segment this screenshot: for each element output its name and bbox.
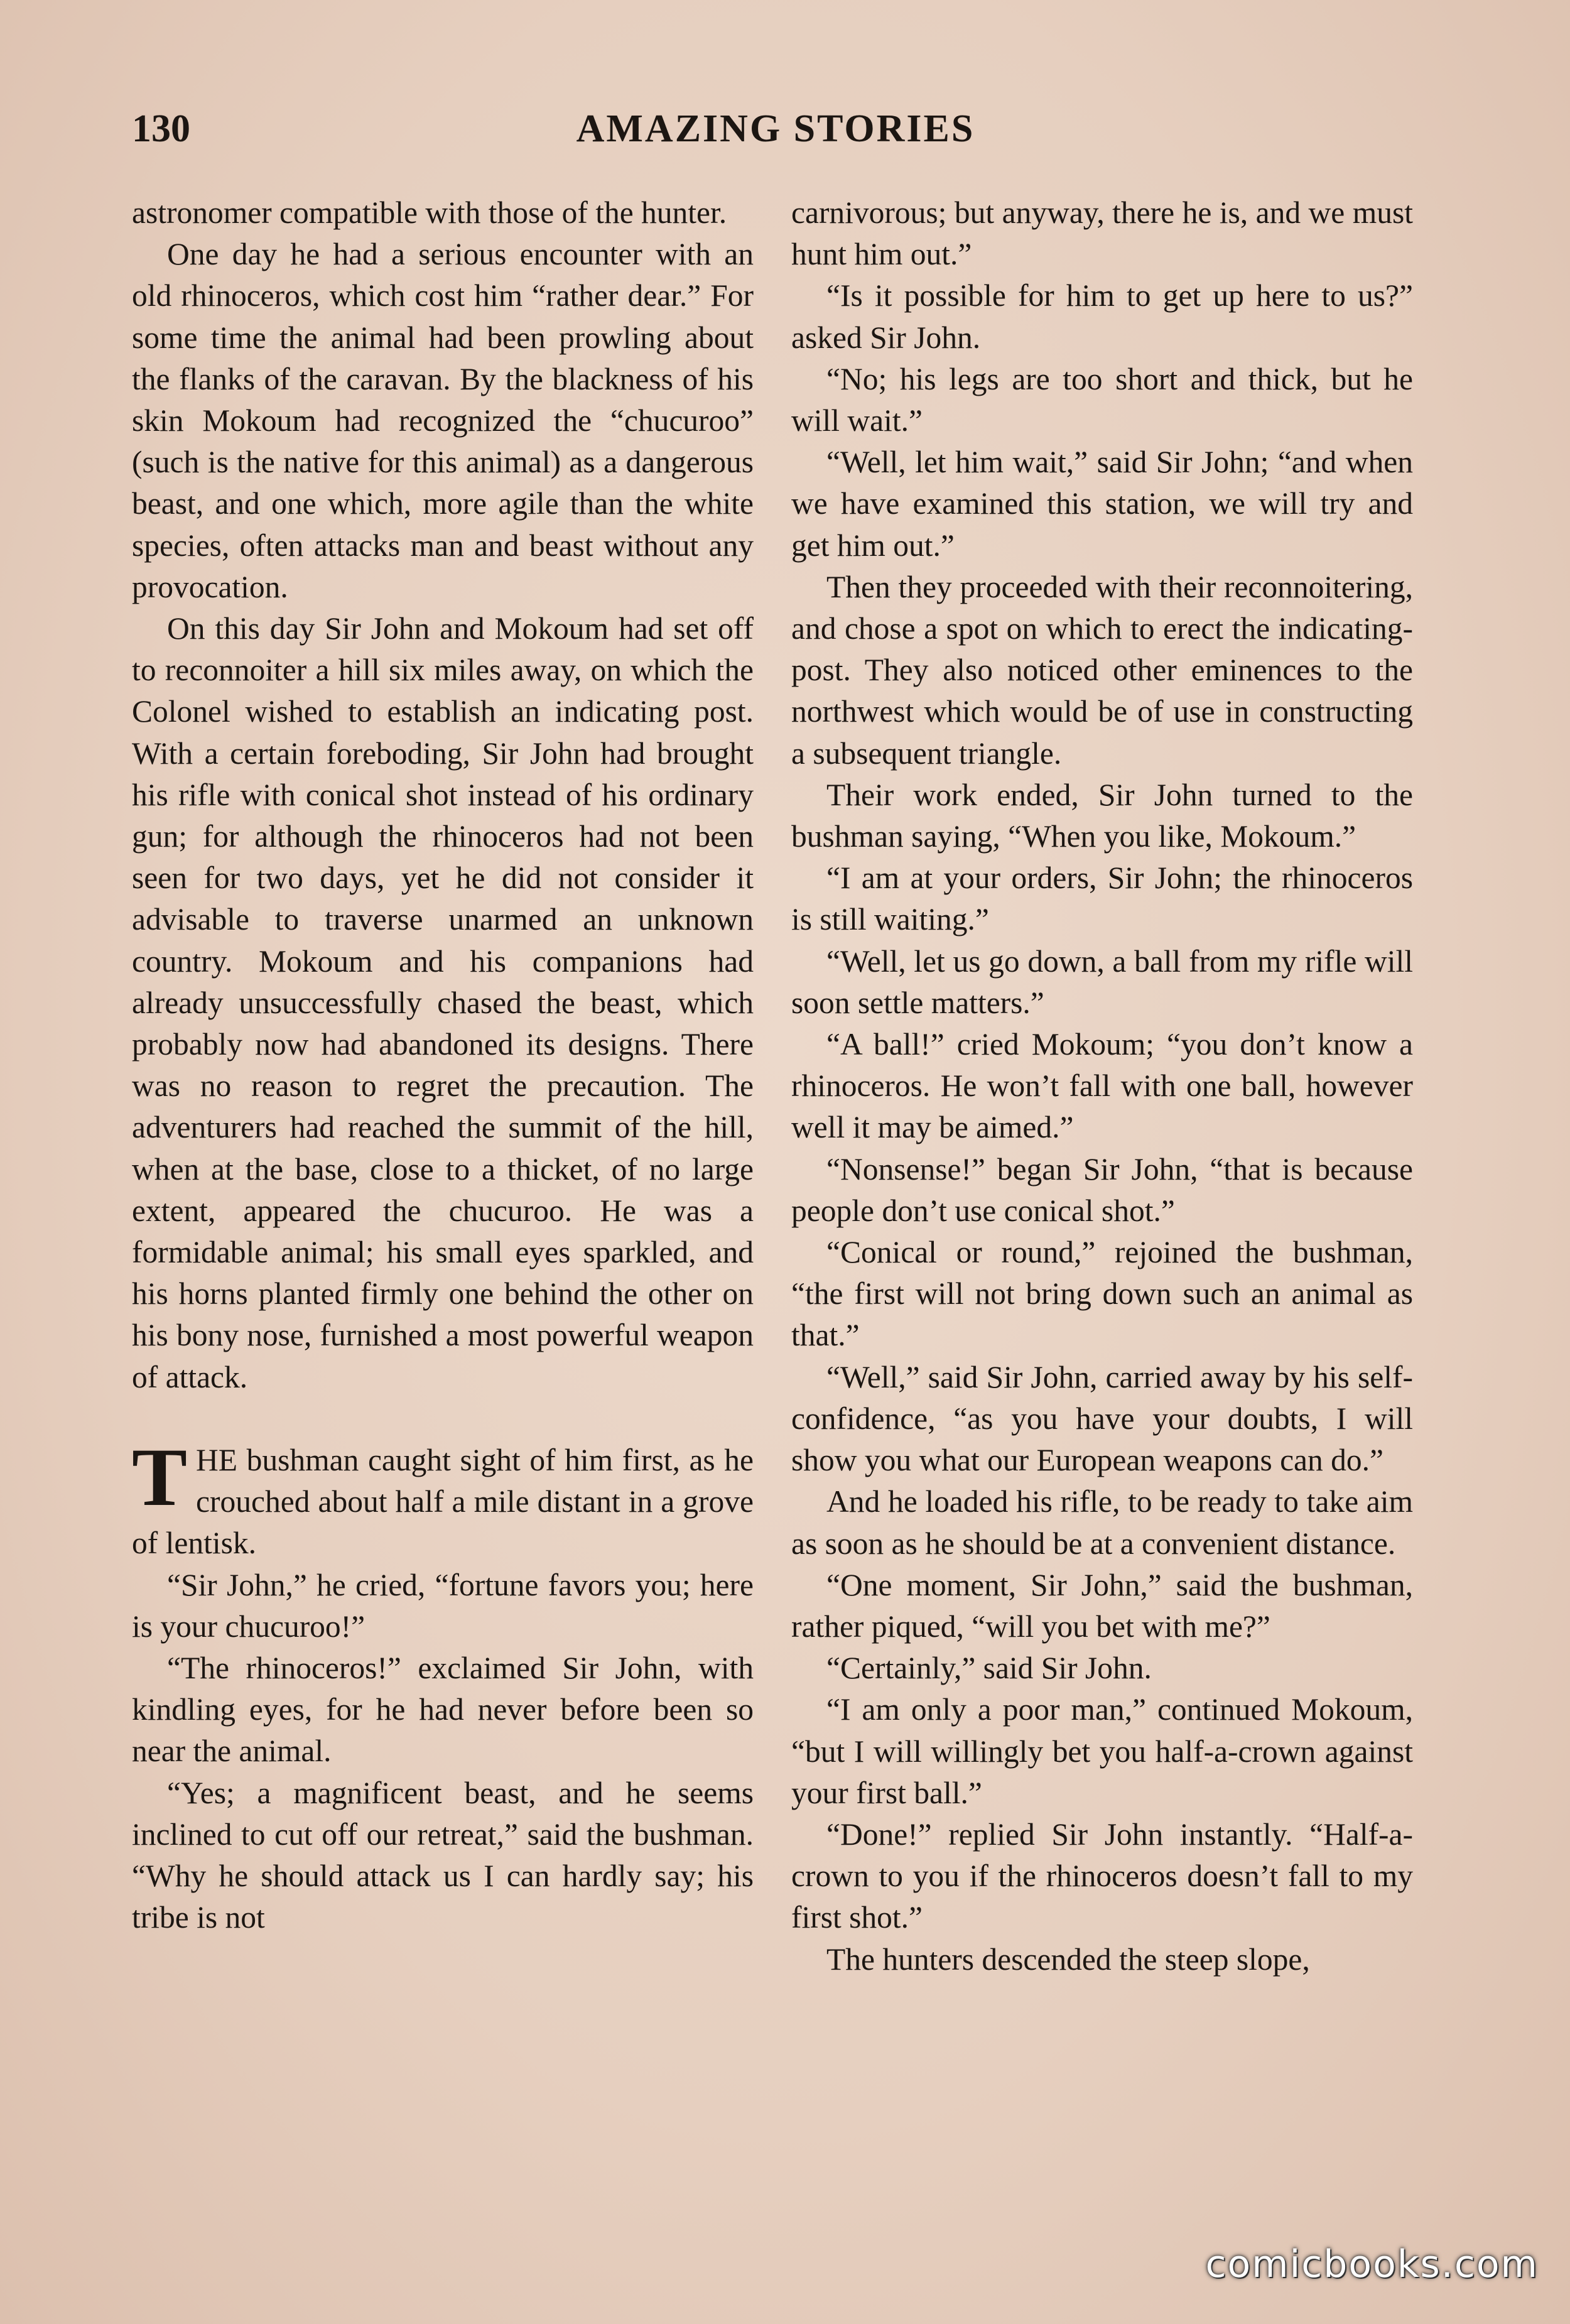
paragraph: “I am only a poor man,” continued Mokoum, “but I will willingly bet you half-a-crown against your first ball.” xyxy=(791,1692,1413,1810)
paragraph: “Sir John,” he cried, “fortune favors you; here is your chucuroo!” xyxy=(132,1567,754,1644)
drop-cap-paragraph-text: HE bushman caught sight of him first, as he crouched about half a mile distant in a grove of lentisk. xyxy=(132,1442,754,1561)
paragraph: “Yes; a magnificent beast, and he seems inclined to cut off our retreat,” said the bushman. “Why he should attack us I can hardly say; his tribe is not xyxy=(132,1775,754,1935)
watermark: comicbooks.com xyxy=(1205,2242,1539,2286)
right-column xyxy=(791,192,1413,1980)
paragraph: astronomer compatible with those of the hunter. xyxy=(132,195,727,230)
paragraph: “One moment, Sir John,” said the bushman, rather piqued, “will you bet with me?” xyxy=(791,1567,1413,1644)
page-header xyxy=(132,107,1419,157)
paragraph: Then they proceeded with their reconnoitering, and chose a spot on which to erect the indicating-post. They also noticed other eminences to the northwest which would be of use in constructing a subsequent triangle. xyxy=(791,569,1413,771)
paragraph: “Certainly,” said Sir John. xyxy=(826,1651,1152,1686)
paragraph: The hunters descended the steep slope, xyxy=(826,1941,1310,1977)
paragraph: “Well, let him wait,” said Sir John; “and when we have examined this station, we will try and get him out.” xyxy=(791,445,1413,563)
paragraph: carnivorous; but anyway, there he is, and we must hunt him out.” xyxy=(791,195,1413,272)
drop-cap: T xyxy=(132,1430,188,1523)
paragraph: “The rhinoceros!” exclaimed Sir John, with kindling eyes, for he had never before been so near the animal. xyxy=(132,1650,754,1769)
paragraph: “Nonsense!” began Sir John, “that is because people don’t use conical shot.” xyxy=(791,1151,1413,1228)
paragraph: “Conical or round,” rejoined the bushman, “the first will not bring down such an animal as that.” xyxy=(791,1235,1413,1353)
page-number: 130 xyxy=(132,107,190,150)
paragraph: “No; his legs are too short and thick, but he will wait.” xyxy=(791,361,1413,438)
section-break xyxy=(132,1398,754,1440)
drop-cap-paragraph xyxy=(132,1430,754,1565)
paragraph: “Is it possible for him to get up here to us?” asked Sir John. xyxy=(791,278,1413,355)
paragraph: “A ball!” cried Mokoum; “you don’t know a rhinoceros. He won’t fall with one ball, however well it may be aimed.” xyxy=(791,1027,1413,1145)
paragraph: One day he had a serious encounter with an old rhinoceros, which cost him “rather dear.” For some time the animal had been prowling about the flanks of the caravan. By the blackness of his skin Mokoum had recognized the “chucuroo” (such is the native for this animal) as a dangerous beast, and one which, more agile than the white species, often attacks man and beast without any provocation. xyxy=(132,237,754,604)
paragraph: On this day Sir John and Mokoum had set off to reconnoiter a hill six miles away, on which the Colonel wished to establish an indicating post. With a certain foreboding, Sir John had brought his rifle with conical shot instead of his ordinary gun; for although the rhinoceros had not been seen for two days, yet he did not consider it advisable to traverse unarmed an unknown country. Mokoum and his companions had already unsuccessfully chased the beast, which probably now had abandoned its designs. There was no reason to regret the precaution. The adventurers had reached the summit of the hill, when at the base, close to a thicket, of no large extent, appeared the chucuroo. He was a formidable animal; his small eyes sparkled, and his horns planted firmly one behind the other on his bony nose, furnished a most powerful weapon of attack. xyxy=(132,611,754,1394)
paragraph: “Well,” said Sir John, carried away by his self-confidence, “as you have your doubts, I will show you what our European weapons can do.” xyxy=(791,1359,1413,1478)
paragraph: Their work ended, Sir John turned to the bushman saying, “When you like, Mokoum.” xyxy=(791,777,1413,854)
paragraph: And he loaded his rifle, to be ready to take aim as soon as he should be at a convenient distance. xyxy=(791,1484,1413,1561)
paragraph: “Well, let us go down, a ball from my rifle will soon settle matters.” xyxy=(791,943,1413,1020)
paragraph: “I am at your orders, Sir John; the rhinoceros is still waiting.” xyxy=(791,861,1413,937)
paragraph: “Done!” replied Sir John instantly. “Half-a-crown to you if the rhinoceros doesn’t fall to my first shot.” xyxy=(791,1816,1413,1935)
running-title: AMAZING STORIES xyxy=(576,107,975,150)
left-column xyxy=(132,192,754,1938)
